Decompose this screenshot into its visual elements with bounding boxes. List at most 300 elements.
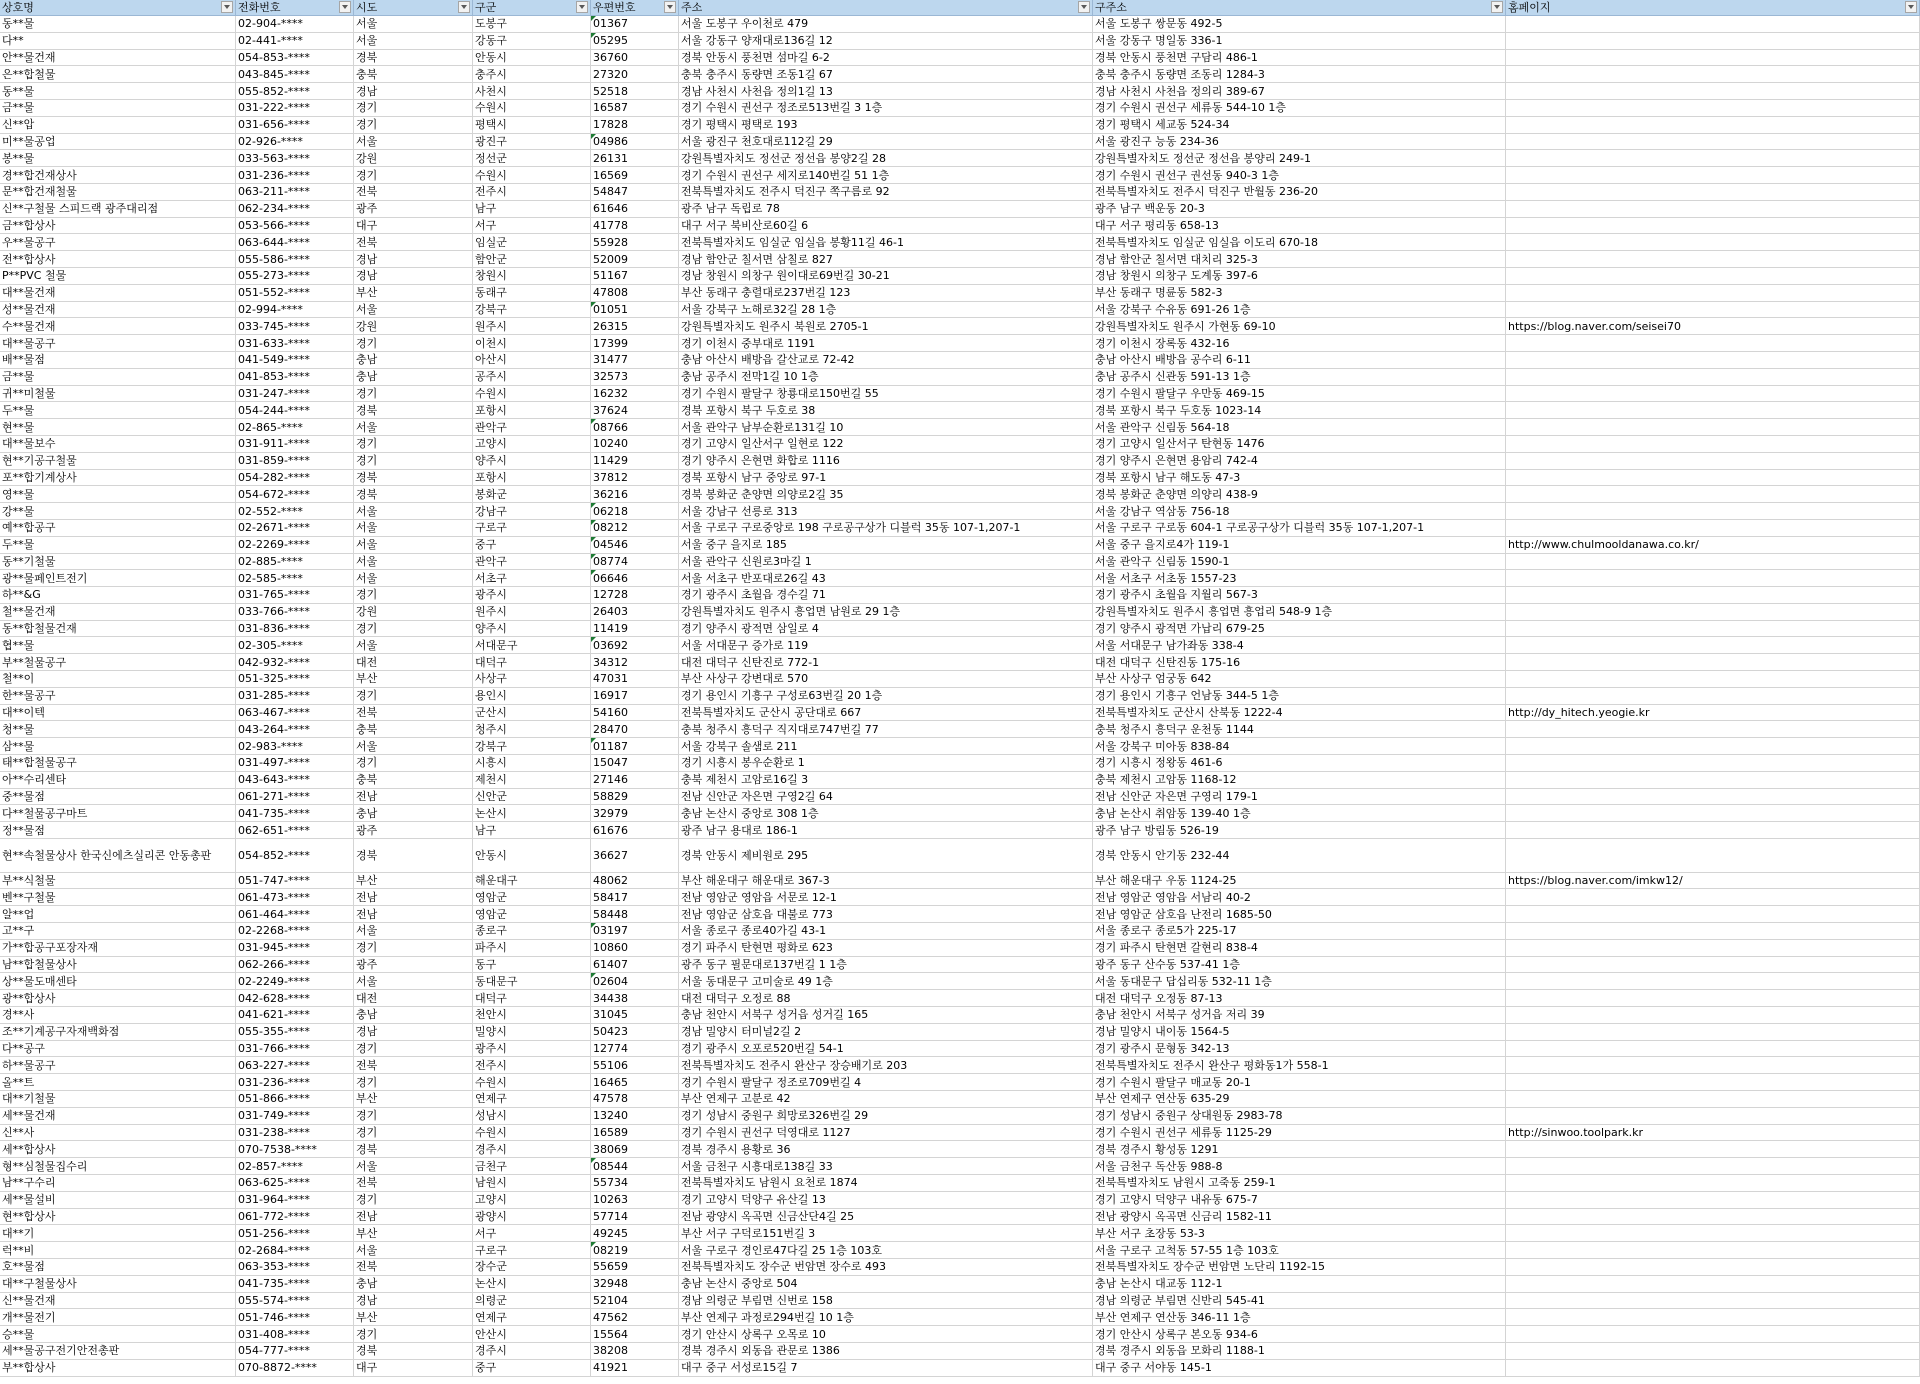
cell-business-name[interactable]: 성**물건재	[0, 302, 236, 319]
cell-homepage[interactable]	[1506, 839, 1920, 873]
cell-gugun[interactable]: 밀양시	[473, 1024, 591, 1041]
cell-gugun[interactable]: 안산시	[473, 1326, 591, 1343]
cell-old-address[interactable]: 경북 경주시 외동읍 모화리 1188-1	[1093, 1343, 1506, 1360]
cell-business-name[interactable]: 개**물전기	[0, 1309, 236, 1326]
cell-sido[interactable]: 경북	[354, 402, 473, 419]
cell-zipcode[interactable]: 27146	[591, 772, 679, 789]
cell-business-name[interactable]: 경**사	[0, 1007, 236, 1024]
cell-old-address[interactable]: 서울 종로구 종로5가 225-17	[1093, 923, 1506, 940]
cell-zipcode[interactable]: 36760	[591, 50, 679, 67]
cell-sido[interactable]: 서울	[354, 637, 473, 654]
cell-phone[interactable]: 033-563-****	[236, 150, 354, 167]
cell-old-address[interactable]: 충북 충주시 동량면 조동리 1284-3	[1093, 66, 1506, 83]
cell-sido[interactable]: 부산	[354, 671, 473, 688]
cell-business-name[interactable]: 가**합공구포장자재	[0, 940, 236, 957]
cell-business-name[interactable]: 동**기철물	[0, 554, 236, 571]
cell-old-address[interactable]: 서울 구로구 고척동 57-55 1층 103호	[1093, 1242, 1506, 1259]
cell-zipcode[interactable]: 31477	[591, 352, 679, 369]
cell-address[interactable]: 서울 구로구 구로중앙로 198 구로공구상가 디블럭 35동 107-1,207-1	[679, 520, 1093, 537]
cell-gugun[interactable]: 수원시	[473, 1074, 591, 1091]
cell-sido[interactable]: 서울	[354, 419, 473, 436]
cell-phone[interactable]: 051-325-****	[236, 671, 354, 688]
cell-gugun[interactable]: 연제구	[473, 1091, 591, 1108]
cell-old-address[interactable]: 부산 동래구 명륜동 582-3	[1093, 285, 1506, 302]
cell-sido[interactable]: 서울	[354, 554, 473, 571]
cell-sido[interactable]: 경북	[354, 50, 473, 67]
cell-phone[interactable]: 054-672-****	[236, 486, 354, 503]
cell-homepage[interactable]: http://sinwoo.toolpark.kr	[1506, 1125, 1920, 1142]
cell-address[interactable]: 서울 종로구 종로40가길 43-1	[679, 923, 1093, 940]
cell-phone[interactable]: 054-777-****	[236, 1343, 354, 1360]
cell-phone[interactable]: 031-766-****	[236, 1041, 354, 1058]
cell-business-name[interactable]: 금**합상사	[0, 218, 236, 235]
cell-zipcode[interactable]: 52518	[591, 83, 679, 100]
cell-phone[interactable]: 02-994-****	[236, 302, 354, 319]
cell-sido[interactable]: 경기	[354, 453, 473, 470]
cell-gugun[interactable]: 동대문구	[473, 973, 591, 990]
cell-business-name[interactable]: 광**물페인트전기	[0, 570, 236, 587]
cell-business-name[interactable]: 철**물건재	[0, 604, 236, 621]
cell-homepage[interactable]	[1506, 805, 1920, 822]
cell-zipcode[interactable]: 16589	[591, 1125, 679, 1142]
cell-homepage[interactable]	[1506, 973, 1920, 990]
cell-zipcode[interactable]: 01051	[591, 302, 679, 319]
cell-address[interactable]: 경남 창원시 의창구 원이대로69번길 30-21	[679, 268, 1093, 285]
cell-zipcode[interactable]: 34438	[591, 990, 679, 1007]
cell-address[interactable]: 대전 대덕구 신탄진로 772-1	[679, 654, 1093, 671]
cell-business-name[interactable]: 아**수리센타	[0, 772, 236, 789]
cell-phone[interactable]: 031-408-****	[236, 1326, 354, 1343]
cell-business-name[interactable]: 현**기공구철물	[0, 453, 236, 470]
cell-gugun[interactable]: 사상구	[473, 671, 591, 688]
cell-gugun[interactable]: 포항시	[473, 402, 591, 419]
cell-sido[interactable]: 서울	[354, 520, 473, 537]
cell-address[interactable]: 강원특별자치도 정선군 정선읍 봉양2길 28	[679, 150, 1093, 167]
cell-gugun[interactable]: 광진구	[473, 134, 591, 151]
cell-gugun[interactable]: 군산시	[473, 705, 591, 722]
cell-zipcode[interactable]: 47808	[591, 285, 679, 302]
cell-gugun[interactable]: 구로구	[473, 520, 591, 537]
cell-sido[interactable]: 경기	[354, 167, 473, 184]
cell-homepage[interactable]	[1506, 100, 1920, 117]
cell-homepage[interactable]	[1506, 923, 1920, 940]
cell-business-name[interactable]: 대**물공구	[0, 335, 236, 352]
cell-old-address[interactable]: 경기 양주시 은현면 용암리 742-4	[1093, 453, 1506, 470]
cell-address[interactable]: 전남 광양시 옥곡면 신금산단4길 25	[679, 1209, 1093, 1226]
cell-zipcode[interactable]: 16917	[591, 688, 679, 705]
cell-old-address[interactable]: 경기 고양시 일산서구 탄현동 1476	[1093, 436, 1506, 453]
cell-gugun[interactable]: 남구	[473, 822, 591, 839]
cell-phone[interactable]: 063-644-****	[236, 234, 354, 251]
cell-sido[interactable]: 경북	[354, 1141, 473, 1158]
cell-homepage[interactable]	[1506, 721, 1920, 738]
cell-old-address[interactable]: 부산 사상구 엄궁동 642	[1093, 671, 1506, 688]
cell-address[interactable]: 경북 경주시 용황로 36	[679, 1141, 1093, 1158]
cell-address[interactable]: 대구 중구 서성로15길 7	[679, 1360, 1093, 1377]
cell-phone[interactable]: 031-749-****	[236, 1108, 354, 1125]
cell-homepage[interactable]	[1506, 386, 1920, 403]
cell-homepage[interactable]	[1506, 50, 1920, 67]
cell-business-name[interactable]: 하**물공구	[0, 1057, 236, 1074]
cell-business-name[interactable]: 올**트	[0, 1074, 236, 1091]
cell-zipcode[interactable]: 55659	[591, 1259, 679, 1276]
cell-phone[interactable]: 02-865-****	[236, 419, 354, 436]
cell-homepage[interactable]	[1506, 604, 1920, 621]
cell-business-name[interactable]: 대**기	[0, 1225, 236, 1242]
cell-phone[interactable]: 02-2671-****	[236, 520, 354, 537]
cell-business-name[interactable]: 다**공구	[0, 1041, 236, 1058]
cell-homepage[interactable]	[1506, 1242, 1920, 1259]
cell-homepage[interactable]	[1506, 268, 1920, 285]
cell-old-address[interactable]: 강원특별자치도 원주시 흥업면 흥업리 548-9 1층	[1093, 604, 1506, 621]
cell-business-name[interactable]: 대**기철물	[0, 1091, 236, 1108]
cell-gugun[interactable]: 연제구	[473, 1309, 591, 1326]
cell-sido[interactable]: 부산	[354, 873, 473, 890]
cell-zipcode[interactable]: 12774	[591, 1041, 679, 1058]
cell-old-address[interactable]: 대구 서구 평리동 658-13	[1093, 218, 1506, 235]
cell-homepage[interactable]	[1506, 218, 1920, 235]
cell-old-address[interactable]: 부산 연제구 연산동 635-29	[1093, 1091, 1506, 1108]
cell-phone[interactable]: 051-866-****	[236, 1091, 354, 1108]
cell-old-address[interactable]: 대전 대덕구 오정동 87-13	[1093, 990, 1506, 1007]
cell-gugun[interactable]: 동구	[473, 957, 591, 974]
cell-sido[interactable]: 경기	[354, 1125, 473, 1142]
cell-phone[interactable]: 051-256-****	[236, 1225, 354, 1242]
cell-old-address[interactable]: 전북특별자치도 임실군 임실읍 이도리 670-18	[1093, 234, 1506, 251]
cell-address[interactable]: 경기 수원시 팔달구 정조로709번길 4	[679, 1074, 1093, 1091]
cell-sido[interactable]: 전북	[354, 1259, 473, 1276]
cell-business-name[interactable]: 두**물	[0, 537, 236, 554]
cell-phone[interactable]: 054-282-****	[236, 470, 354, 487]
cell-old-address[interactable]: 충북 청주시 흥덕구 운천동 1144	[1093, 721, 1506, 738]
cell-sido[interactable]: 대구	[354, 1360, 473, 1377]
cell-homepage[interactable]	[1506, 16, 1920, 33]
cell-address[interactable]: 부산 동래구 충렬대로237번길 123	[679, 285, 1093, 302]
cell-homepage[interactable]: http://dy_hitech.yeogie.kr	[1506, 705, 1920, 722]
cell-address[interactable]: 서울 도봉구 우이천로 479	[679, 16, 1093, 33]
cell-homepage[interactable]	[1506, 789, 1920, 806]
cell-zipcode[interactable]: 11419	[591, 621, 679, 638]
cell-phone[interactable]: 031-236-****	[236, 167, 354, 184]
cell-gugun[interactable]: 성남시	[473, 1108, 591, 1125]
cell-zipcode[interactable]: 28470	[591, 721, 679, 738]
cell-sido[interactable]: 광주	[354, 201, 473, 218]
cell-gugun[interactable]: 청주시	[473, 721, 591, 738]
cell-sido[interactable]: 경기	[354, 621, 473, 638]
cell-gugun[interactable]: 장수군	[473, 1259, 591, 1276]
cell-sido[interactable]: 대구	[354, 218, 473, 235]
cell-gugun[interactable]: 광주시	[473, 1041, 591, 1058]
cell-phone[interactable]: 031-656-****	[236, 117, 354, 134]
cell-homepage[interactable]	[1506, 66, 1920, 83]
cell-gugun[interactable]: 영암군	[473, 889, 591, 906]
cell-homepage[interactable]	[1506, 1309, 1920, 1326]
cell-sido[interactable]: 경남	[354, 251, 473, 268]
cell-homepage[interactable]	[1506, 554, 1920, 571]
cell-sido[interactable]: 서울	[354, 923, 473, 940]
cell-phone[interactable]: 031-238-****	[236, 1125, 354, 1142]
cell-zipcode[interactable]: 55106	[591, 1057, 679, 1074]
cell-address[interactable]: 경기 시흥시 봉우순환로 1	[679, 755, 1093, 772]
cell-phone[interactable]: 061-271-****	[236, 789, 354, 806]
cell-address[interactable]: 대전 대덕구 오정로 88	[679, 990, 1093, 1007]
cell-address[interactable]: 서울 구로구 경인로47다길 25 1층 103호	[679, 1242, 1093, 1259]
cell-address[interactable]: 서울 관악구 신원로3마길 1	[679, 554, 1093, 571]
cell-sido[interactable]: 전북	[354, 184, 473, 201]
cell-old-address[interactable]: 경기 시흥시 정왕동 461-6	[1093, 755, 1506, 772]
cell-zipcode[interactable]: 38208	[591, 1343, 679, 1360]
cell-business-name[interactable]: 형**심철물집수리	[0, 1158, 236, 1175]
cell-zipcode[interactable]: 08212	[591, 520, 679, 537]
cell-gugun[interactable]: 천안시	[473, 1007, 591, 1024]
cell-gugun[interactable]: 사천시	[473, 83, 591, 100]
cell-gugun[interactable]: 전주시	[473, 184, 591, 201]
cell-address[interactable]: 경기 평택시 평택로 193	[679, 117, 1093, 134]
cell-sido[interactable]: 강원	[354, 604, 473, 621]
cell-zipcode[interactable]: 51167	[591, 268, 679, 285]
cell-homepage[interactable]	[1506, 621, 1920, 638]
cell-old-address[interactable]: 전북특별자치도 전주시 덕진구 반월동 236-20	[1093, 184, 1506, 201]
cell-homepage[interactable]	[1506, 470, 1920, 487]
cell-sido[interactable]: 경북	[354, 1343, 473, 1360]
cell-zipcode[interactable]: 16232	[591, 386, 679, 403]
cell-address[interactable]: 서울 관악구 남부순환로131길 10	[679, 419, 1093, 436]
cell-address[interactable]: 경남 함안군 칠서면 삼칠로 827	[679, 251, 1093, 268]
cell-homepage[interactable]	[1506, 1276, 1920, 1293]
cell-zipcode[interactable]: 61646	[591, 201, 679, 218]
cell-phone[interactable]: 062-234-****	[236, 201, 354, 218]
cell-phone[interactable]: 02-585-****	[236, 570, 354, 587]
cell-old-address[interactable]: 경북 안동시 풍천면 구담리 486-1	[1093, 50, 1506, 67]
cell-gugun[interactable]: 남구	[473, 201, 591, 218]
cell-gugun[interactable]: 신안군	[473, 789, 591, 806]
cell-business-name[interactable]: 봉**물	[0, 150, 236, 167]
cell-sido[interactable]: 경북	[354, 470, 473, 487]
cell-address[interactable]: 서울 강남구 선릉로 313	[679, 503, 1093, 520]
cell-address[interactable]: 경북 안동시 풍천면 섬마길 6-2	[679, 50, 1093, 67]
cell-zipcode[interactable]: 15564	[591, 1326, 679, 1343]
cell-address[interactable]: 경기 파주시 탄현면 평화로 623	[679, 940, 1093, 957]
cell-zipcode[interactable]: 47578	[591, 1091, 679, 1108]
cell-business-name[interactable]: 상**물도매센타	[0, 973, 236, 990]
cell-business-name[interactable]: 하**&G	[0, 587, 236, 604]
cell-sido[interactable]: 전남	[354, 889, 473, 906]
cell-business-name[interactable]: 부**식철물	[0, 873, 236, 890]
cell-phone[interactable]: 02-983-****	[236, 738, 354, 755]
cell-gugun[interactable]: 원주시	[473, 604, 591, 621]
cell-address[interactable]: 경북 포항시 북구 두호로 38	[679, 402, 1093, 419]
cell-gugun[interactable]: 관악구	[473, 554, 591, 571]
cell-sido[interactable]: 충남	[354, 1007, 473, 1024]
cell-phone[interactable]: 02-441-****	[236, 33, 354, 50]
cell-zipcode[interactable]: 48062	[591, 873, 679, 890]
cell-address[interactable]: 경기 양주시 광적면 삼일로 4	[679, 621, 1093, 638]
cell-gugun[interactable]: 금천구	[473, 1158, 591, 1175]
cell-old-address[interactable]: 경기 수원시 권선구 권선동 940-3 1층	[1093, 167, 1506, 184]
cell-address[interactable]: 경기 양주시 은현면 화합로 1116	[679, 453, 1093, 470]
cell-gugun[interactable]: 양주시	[473, 453, 591, 470]
cell-gugun[interactable]: 해운대구	[473, 873, 591, 890]
cell-zipcode[interactable]: 05295	[591, 33, 679, 50]
cell-business-name[interactable]: 은**합철물	[0, 66, 236, 83]
cell-zipcode[interactable]: 15047	[591, 755, 679, 772]
cell-phone[interactable]: 055-355-****	[236, 1024, 354, 1041]
cell-phone[interactable]: 062-266-****	[236, 957, 354, 974]
cell-gugun[interactable]: 논산시	[473, 1276, 591, 1293]
cell-sido[interactable]: 충남	[354, 1276, 473, 1293]
cell-phone[interactable]: 062-651-****	[236, 822, 354, 839]
cell-business-name[interactable]: 현**합상사	[0, 1209, 236, 1226]
cell-business-name[interactable]: 현**물	[0, 419, 236, 436]
cell-gugun[interactable]: 수원시	[473, 167, 591, 184]
cell-gugun[interactable]: 파주시	[473, 940, 591, 957]
cell-phone[interactable]: 063-625-****	[236, 1175, 354, 1192]
cell-homepage[interactable]	[1506, 335, 1920, 352]
cell-homepage[interactable]	[1506, 1091, 1920, 1108]
cell-old-address[interactable]: 충남 논산시 취암동 139-40 1층	[1093, 805, 1506, 822]
cell-old-address[interactable]: 서울 강동구 명일동 336-1	[1093, 33, 1506, 50]
cell-gugun[interactable]: 정선군	[473, 150, 591, 167]
cell-zipcode[interactable]: 12728	[591, 587, 679, 604]
cell-sido[interactable]: 광주	[354, 957, 473, 974]
cell-business-name[interactable]: 문**합건재철물	[0, 184, 236, 201]
cell-old-address[interactable]: 경기 평택시 세교동 524-34	[1093, 117, 1506, 134]
cell-old-address[interactable]: 서울 서초구 서초동 1557-23	[1093, 570, 1506, 587]
cell-homepage[interactable]	[1506, 637, 1920, 654]
cell-zipcode[interactable]: 08544	[591, 1158, 679, 1175]
cell-sido[interactable]: 서울	[354, 16, 473, 33]
cell-sido[interactable]: 전남	[354, 1209, 473, 1226]
cell-address[interactable]: 부산 연제구 고분로 42	[679, 1091, 1093, 1108]
cell-phone[interactable]: 053-566-****	[236, 218, 354, 235]
cell-homepage[interactable]: https://blog.naver.com/imkw12/	[1506, 873, 1920, 890]
cell-homepage[interactable]	[1506, 285, 1920, 302]
filter-dropdown-button[interactable]	[1905, 1, 1917, 13]
cell-old-address[interactable]: 경기 수원시 팔달구 우만동 469-15	[1093, 386, 1506, 403]
cell-old-address[interactable]: 강원특별자치도 정선군 정선읍 봉양리 249-1	[1093, 150, 1506, 167]
cell-homepage[interactable]	[1506, 117, 1920, 134]
cell-homepage[interactable]	[1506, 570, 1920, 587]
cell-sido[interactable]: 전북	[354, 234, 473, 251]
cell-old-address[interactable]: 경기 수원시 권선구 세류동 1125-29	[1093, 1125, 1506, 1142]
cell-gugun[interactable]: 서구	[473, 218, 591, 235]
column-header-phone[interactable]	[236, 0, 354, 16]
cell-zipcode[interactable]: 36216	[591, 486, 679, 503]
cell-business-name[interactable]: 신**물건재	[0, 1293, 236, 1310]
cell-gugun[interactable]: 임실군	[473, 234, 591, 251]
cell-zipcode[interactable]: 16569	[591, 167, 679, 184]
cell-homepage[interactable]	[1506, 33, 1920, 50]
cell-homepage[interactable]	[1506, 1209, 1920, 1226]
cell-sido[interactable]: 경기	[354, 940, 473, 957]
cell-homepage[interactable]	[1506, 772, 1920, 789]
cell-address[interactable]: 서울 강북구 노해로32길 28 1층	[679, 302, 1093, 319]
cell-zipcode[interactable]: 08766	[591, 419, 679, 436]
cell-business-name[interactable]: P**PVC 철물	[0, 268, 236, 285]
cell-zipcode[interactable]: 32979	[591, 805, 679, 822]
cell-old-address[interactable]: 전북특별자치도 장수군 번암면 노단리 1192-15	[1093, 1259, 1506, 1276]
cell-phone[interactable]: 02-2249-****	[236, 973, 354, 990]
cell-phone[interactable]: 063-353-****	[236, 1259, 354, 1276]
cell-address[interactable]: 충북 청주시 흥덕구 직지대로747번길 77	[679, 721, 1093, 738]
cell-phone[interactable]: 042-932-****	[236, 654, 354, 671]
cell-address[interactable]: 서울 서초구 반포대로26길 43	[679, 570, 1093, 587]
cell-homepage[interactable]	[1506, 167, 1920, 184]
cell-gugun[interactable]: 영암군	[473, 906, 591, 923]
cell-sido[interactable]: 부산	[354, 1309, 473, 1326]
cell-sido[interactable]: 서울	[354, 503, 473, 520]
filter-dropdown-button[interactable]	[576, 1, 588, 13]
cell-address[interactable]: 강원특별자치도 원주시 흥업면 남원로 29 1층	[679, 604, 1093, 621]
cell-sido[interactable]: 충남	[354, 805, 473, 822]
cell-zipcode[interactable]: 58448	[591, 906, 679, 923]
cell-gugun[interactable]: 동래구	[473, 285, 591, 302]
cell-business-name[interactable]: 삼**물	[0, 738, 236, 755]
cell-gugun[interactable]: 중구	[473, 537, 591, 554]
cell-old-address[interactable]: 충남 논산시 대교동 112-1	[1093, 1276, 1506, 1293]
cell-homepage[interactable]	[1506, 1108, 1920, 1125]
cell-zipcode[interactable]: 32573	[591, 369, 679, 386]
cell-gugun[interactable]: 중구	[473, 1360, 591, 1377]
cell-homepage[interactable]	[1506, 184, 1920, 201]
cell-old-address[interactable]: 충남 공주시 신관동 591-13 1층	[1093, 369, 1506, 386]
cell-zipcode[interactable]: 01367	[591, 16, 679, 33]
cell-phone[interactable]: 051-747-****	[236, 873, 354, 890]
cell-zipcode[interactable]: 37624	[591, 402, 679, 419]
cell-phone[interactable]: 041-549-****	[236, 352, 354, 369]
cell-phone[interactable]: 02-857-****	[236, 1158, 354, 1175]
cell-zipcode[interactable]: 61676	[591, 822, 679, 839]
cell-sido[interactable]: 충북	[354, 721, 473, 738]
cell-old-address[interactable]: 전북특별자치도 전주시 완산구 평화동1가 558-1	[1093, 1057, 1506, 1074]
cell-gugun[interactable]: 논산시	[473, 805, 591, 822]
cell-zipcode[interactable]: 26403	[591, 604, 679, 621]
cell-zipcode[interactable]: 55734	[591, 1175, 679, 1192]
cell-homepage[interactable]	[1506, 134, 1920, 151]
cell-business-name[interactable]: 럭**비	[0, 1242, 236, 1259]
filter-dropdown-button[interactable]	[458, 1, 470, 13]
cell-business-name[interactable]: 남**합철물상사	[0, 957, 236, 974]
cell-zipcode[interactable]: 34312	[591, 654, 679, 671]
cell-address[interactable]: 경기 고양시 덕양구 유산길 13	[679, 1192, 1093, 1209]
cell-business-name[interactable]: 신**구철물 스피드랙 광주대리점	[0, 201, 236, 218]
cell-zipcode[interactable]: 04986	[591, 134, 679, 151]
cell-sido[interactable]: 경남	[354, 268, 473, 285]
filter-dropdown-button[interactable]	[1078, 1, 1090, 13]
cell-old-address[interactable]: 경남 밀양시 내이동 1564-5	[1093, 1024, 1506, 1041]
cell-gugun[interactable]: 포항시	[473, 470, 591, 487]
cell-phone[interactable]: 031-285-****	[236, 688, 354, 705]
cell-business-name[interactable]: 동**물	[0, 83, 236, 100]
cell-address[interactable]: 충북 제천시 고암로16길 3	[679, 772, 1093, 789]
cell-old-address[interactable]: 경남 의령군 부림면 신반리 545-41	[1093, 1293, 1506, 1310]
cell-sido[interactable]: 전남	[354, 906, 473, 923]
cell-gugun[interactable]: 대덕구	[473, 654, 591, 671]
cell-phone[interactable]: 061-772-****	[236, 1209, 354, 1226]
cell-old-address[interactable]: 전북특별자치도 군산시 산북동 1222-4	[1093, 705, 1506, 722]
cell-business-name[interactable]: 중**물점	[0, 789, 236, 806]
cell-homepage[interactable]	[1506, 402, 1920, 419]
cell-address[interactable]: 서울 중구 을지로 185	[679, 537, 1093, 554]
cell-phone[interactable]: 054-852-****	[236, 839, 354, 873]
cell-sido[interactable]: 서울	[354, 1158, 473, 1175]
cell-homepage[interactable]	[1506, 419, 1920, 436]
cell-gugun[interactable]: 의령군	[473, 1293, 591, 1310]
cell-old-address[interactable]: 부산 해운대구 우동 1124-25	[1093, 873, 1506, 890]
cell-address[interactable]: 경기 수원시 권선구 덕영대로 1127	[679, 1125, 1093, 1142]
cell-address[interactable]: 경기 고양시 일산서구 일현로 122	[679, 436, 1093, 453]
cell-sido[interactable]: 충북	[354, 772, 473, 789]
